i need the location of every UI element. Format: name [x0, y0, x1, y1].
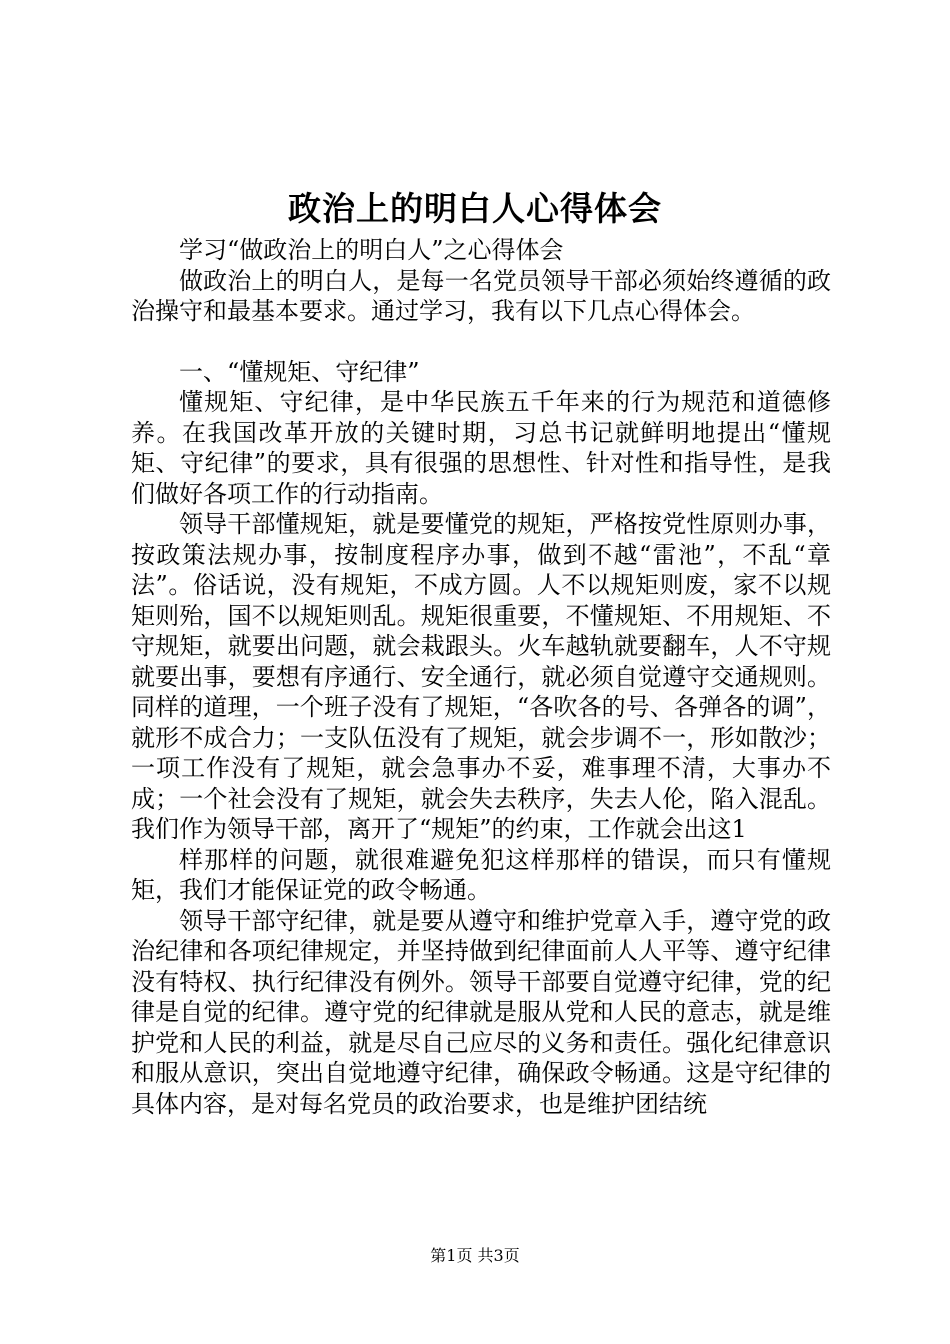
body-paragraph: 懂规矩、守纪律，是中华民族五千年来的行为规范和道德修养。在我国改革开放的关键时期，习总书记就鲜明地提出“懂规矩、守纪律”的要求，具有很强的思想性、针对性和指导性，是我们做好各项工作的行动指南。: [131, 388, 831, 508]
intro-paragraph: 做政治上的明白人，是每一名党员领导干部必须始终遵循的政治操守和最基本要求。通过学习，我有以下几点心得体会。: [131, 266, 831, 325]
subtitle-paragraph: 学习“做政治上的明白人”之心得体会: [179, 236, 564, 264]
document-title: 政治上的明白人心得体会: [288, 189, 662, 228]
paragraph-gap: [131, 327, 831, 357]
document-body: [131, 235, 831, 1119]
section-heading: 一、“懂规矩、守纪律”: [179, 357, 420, 386]
body-paragraph: 领导干部懂规矩，就是要懂党的规矩，严格按党性原则办事，按政策法规办事，按制度程序办事，做到不越“雷池”，不乱“章法”。俗话说，没有规矩，不成方圆。人不以规矩则废，家不以规矩则殆，国不以规矩则乱。规矩很重要，不懂规矩、不用规矩、不守规矩，就要出问题，就会栽跟头。火车越轨就要翻车，人不守规就要出事，要想有序通行、安全通行，就必须自觉遵守交通规则。同样的道理，一个班子没有了规矩，“各吹各的号、各弹各的调”，就形不成合力；一支队伍没有了规矩，就会步调不一，形如散沙；一项工作没有了规矩，就会急事办不妥，难事理不清，大事办不成；一个社会没有了规矩，就会失去秩序，失去人伦，陷入混乱。我们作为领导干部，离开了“规矩”的约束，工作就会出这1: [131, 510, 831, 843]
page-footer: 第1页 共3页: [430, 1246, 520, 1265]
body-paragraph: 领导干部守纪律，就是要从遵守和维护党章入手，遵守党的政治纪律和各项纪律规定，并坚持做到纪律面前人人平等、遵守纪律没有特权、执行纪律没有例外。领导干部要自觉遵守纪律，党的纪律是自觉的纪律。遵守党的纪律就是服从党和人民的意志，就是维护党和人民的利益，就是尽自己应尽的义务和责任。强化纪律意识和服从意识，突出自觉地遵守纪律，确保政令畅通。这是守纪律的具体内容，是对每名党员的政治要求，也是维护团结统: [131, 906, 831, 1118]
body-paragraph: 样那样的问题，就很难避免犯这样那样的错误，而只有懂规矩，我们才能保证党的政令畅通。: [131, 845, 831, 904]
